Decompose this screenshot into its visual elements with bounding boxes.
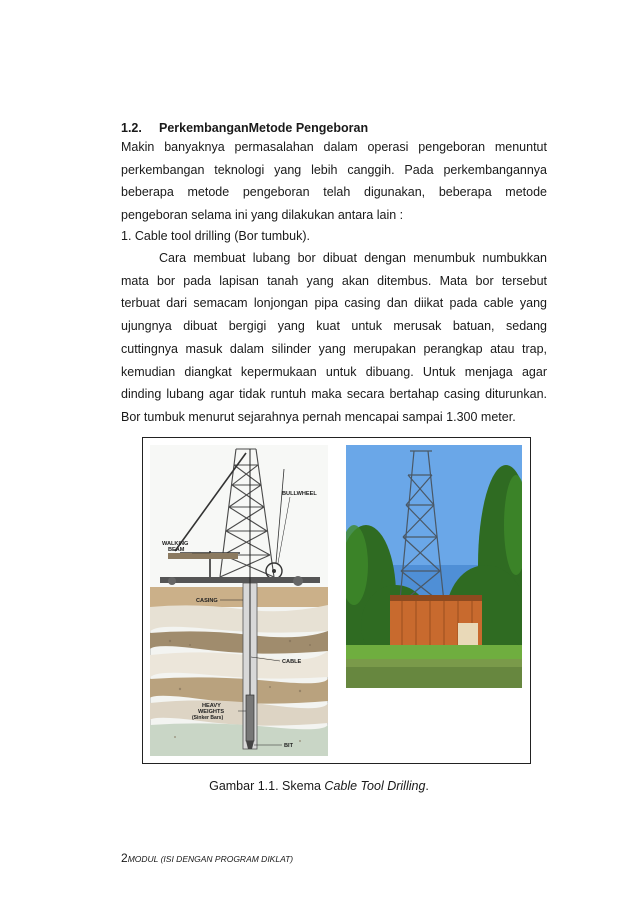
- label-walking-beam: WALKING: [162, 541, 189, 547]
- label-walking-beam: BEAM: [168, 547, 185, 553]
- label-heavy-weights: (Sinker Bars): [192, 715, 224, 721]
- paragraph-1-line: pengeboran selama ini yang dilakukan antara lain :: [121, 208, 404, 223]
- caption-emphasis: Cable Tool Drilling: [324, 779, 426, 793]
- figure-caption: [0, 779, 638, 793]
- paragraph-1-line: perkembangan teknologi yang lebih canggih. Pada perkembangannya: [121, 162, 547, 177]
- paragraph-2-line: kemudian diangkat kepermukaan untuk dibuang. Untuk menjaga agar: [121, 364, 547, 379]
- grass: [346, 645, 522, 659]
- page-footer: [121, 851, 293, 865]
- cable-tool-schematic: [150, 445, 328, 756]
- module-label: MODUL (ISI DENGAN PROGRAM DIKLAT): [127, 854, 294, 864]
- section-title: PerkembanganMetode Pengeboran: [159, 121, 369, 135]
- paragraph-1-line: Makin banyaknya permasalahan dalam operasi pengeboran menuntut: [121, 140, 547, 154]
- paragraph-1-line: beberapa metode pengeboran telah digunakan, beberapa metode: [121, 185, 547, 200]
- label-heavy-weights: HEAVY: [202, 703, 221, 709]
- page-number: 2: [121, 851, 128, 865]
- label-bullwheel: BULLWHEEL: [282, 491, 317, 497]
- label-cable: CABLE: [282, 659, 302, 665]
- soil-layer: [150, 587, 328, 607]
- caption-suffix: .: [425, 779, 429, 793]
- label-casing: CASING: [196, 598, 218, 604]
- list-item-cable-tool: 1. Cable tool drilling (Bor tumbuk).: [121, 229, 310, 243]
- label-bit: BIT: [284, 743, 294, 749]
- section-heading: [121, 121, 368, 135]
- derrick-photo: [346, 445, 522, 688]
- section-number: 1.2.: [121, 121, 142, 135]
- figure-cable-tool-drilling: [142, 437, 531, 764]
- paragraph-2: [121, 247, 547, 429]
- sinker-bars: [246, 695, 254, 741]
- paragraph-2-line: terbuat dari semacam lonjongan pipa casing dan diikat pada cable yang: [121, 296, 547, 311]
- paragraph-2-line: cuttingnya masuk dalam silinder yang merupakan perangkap atau trap,: [121, 341, 547, 356]
- paragraph-2-line: ujungnya dibuat bergigi yang kuat untuk merusak batuan, sedang: [121, 319, 547, 334]
- paragraph-2-line: dinding lubang agar tidak runtuh maka secara bertahap casing diturunkan.: [121, 387, 547, 402]
- paragraph-2-line: Cara membuat lubang bor dibuat dengan menumbuk numbukkan: [159, 251, 547, 265]
- caption-prefix: Gambar 1.1. Skema: [209, 779, 325, 793]
- paragraph-2-line: Bor tumbuk menurut sejarahnya pernah mencapai sampai 1.300 meter.: [121, 409, 516, 424]
- paragraph-1: [121, 136, 547, 227]
- paragraph-2-line: mata bor pada lapisan tanah yang akan ditembus. Mata bor tersebut: [121, 273, 547, 288]
- label-heavy-weights: WEIGHTS: [198, 709, 225, 715]
